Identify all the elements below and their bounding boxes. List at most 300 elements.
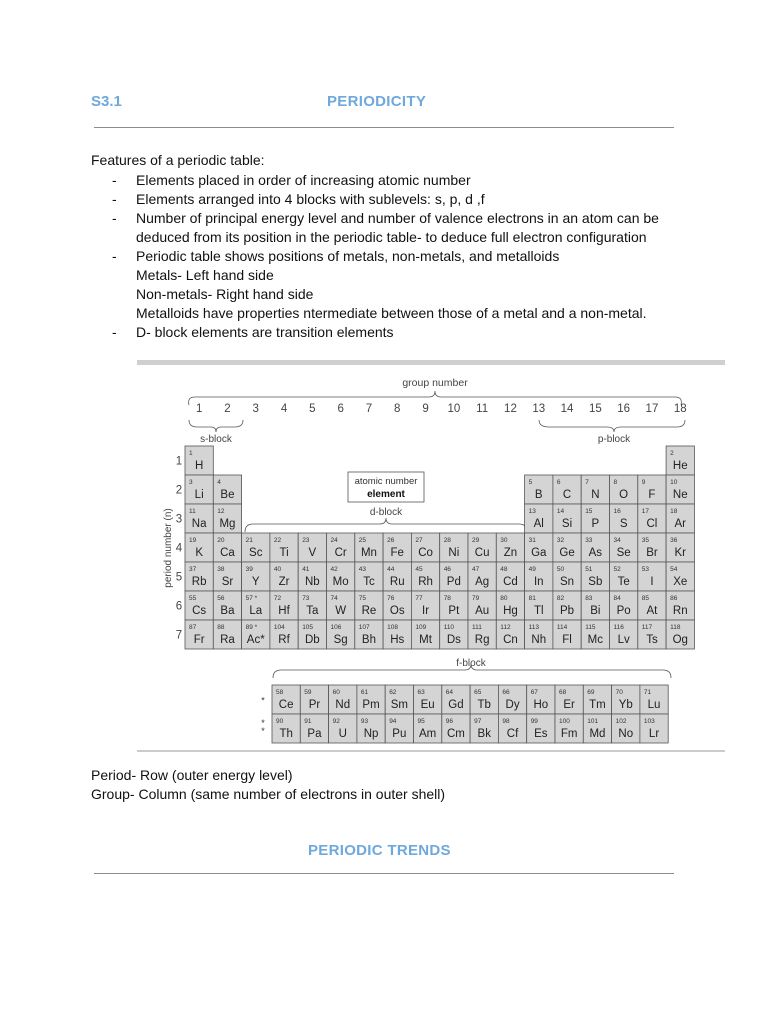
element-symbol: Cm (447, 728, 465, 740)
element-symbol: La (249, 605, 263, 617)
element-symbol: Mt (419, 634, 432, 646)
group-number: 3 (252, 403, 259, 415)
atomic-number: 65 (474, 689, 482, 696)
element-symbol: F (648, 489, 656, 501)
element-symbol: Cs (192, 605, 207, 617)
element-symbol: Ga (531, 547, 547, 559)
element-symbol: Pt (448, 605, 460, 617)
atomic-number: 49 (528, 566, 536, 573)
atomic-number: 50 (556, 566, 565, 573)
atomic-number: 20 (217, 537, 225, 544)
element-symbol: Cd (503, 576, 518, 588)
element-symbol: Ni (448, 547, 460, 559)
atomic-number: 10 (670, 479, 678, 486)
element-symbol: Tl (533, 605, 544, 617)
atomic-number: 29 (472, 537, 480, 544)
feature-bullet (112, 323, 672, 342)
element-symbol: Eu (420, 699, 435, 711)
section-code: S3.1 (91, 93, 122, 110)
element-symbol: Rb (191, 576, 207, 588)
bullet-line: Periodic table shows positions of metals, non-metals, and metalloids (136, 248, 560, 264)
group-number: 8 (394, 403, 401, 415)
atomic-number: 70 (615, 689, 623, 696)
atomic-number: 113 (528, 624, 539, 631)
period-definition: Period- Row (outer energy level) (91, 767, 293, 783)
element-symbol: In (533, 576, 544, 588)
atomic-number: 95 (417, 718, 425, 725)
element-symbol: Gd (448, 699, 464, 711)
group-number: 11 (476, 403, 489, 415)
element-symbol: Cl (646, 518, 658, 530)
element-symbol: Tb (477, 699, 491, 711)
atomic-number: 45 (415, 566, 423, 573)
s-block-brace (189, 420, 243, 432)
element-symbol: Sb (588, 576, 603, 588)
element-symbol: Ru (389, 576, 405, 588)
element-symbol: Na (191, 518, 207, 530)
element-symbol: Cu (474, 547, 490, 559)
top-bar (137, 360, 725, 365)
atomic-number: 110 (443, 624, 455, 631)
element-symbol: Kr (674, 547, 686, 559)
element-symbol: Y (251, 576, 260, 588)
element-symbol: Co (418, 547, 433, 559)
element-symbol: Ra (220, 634, 235, 646)
atomic-number: 115 (585, 624, 596, 631)
atomic-number: 1 (189, 450, 193, 457)
element-symbol: Hf (278, 605, 290, 617)
atomic-number: 89 * (245, 624, 258, 631)
atomic-number: 14 (556, 508, 565, 515)
legend-atomic-number: atomic number (354, 476, 418, 487)
bullet-line: Elements arranged into 4 blocks with sublevels: s, p, d ,f (136, 191, 485, 207)
element-symbol: N (591, 489, 600, 501)
atomic-number: 101 (587, 718, 599, 725)
element-symbol: Cn (503, 634, 518, 646)
s-block-label: s-block (200, 434, 232, 445)
bullet-line: Non-metals- Right hand side (136, 286, 314, 302)
group-number: 18 (673, 403, 687, 415)
element-symbol: P (591, 518, 600, 530)
group-number: 13 (532, 403, 546, 415)
element-symbol: Bh (361, 634, 376, 646)
element-symbol: Pm (362, 699, 380, 711)
element-symbol: Sc (249, 547, 263, 559)
atomic-number: 44 (387, 566, 395, 573)
atomic-number: 51 (585, 566, 593, 573)
atomic-number: 97 (474, 718, 482, 725)
group-definition: Group- Column (same number of electrons in outer shell) (91, 786, 446, 802)
atomic-number: 56 (217, 595, 225, 602)
element-symbol: Ar (674, 518, 686, 530)
element-symbol: Rg (474, 634, 490, 646)
group-number: 4 (280, 403, 288, 415)
period-number: 1 (175, 455, 183, 468)
atomic-number: 109 (415, 624, 427, 631)
atomic-number: 11 (189, 508, 196, 515)
group-number: 10 (447, 403, 461, 415)
element-symbol: Ir (422, 605, 430, 617)
atomic-number: 37 (189, 566, 197, 573)
atomic-number: 99 (530, 718, 538, 725)
atomic-number: 31 (528, 537, 536, 544)
element-symbol: Yb (618, 699, 633, 711)
atomic-number: 103 (643, 718, 655, 725)
atomic-number: 43 (358, 566, 367, 573)
atomic-number: 16 (613, 508, 621, 515)
atomic-number: 30 (500, 537, 508, 544)
atomic-number: 75 (358, 595, 367, 602)
atomic-number: 76 (387, 595, 395, 602)
group-number-label: group number (402, 377, 468, 389)
atomic-number: 85 (641, 595, 650, 602)
atomic-number: 12 (217, 508, 225, 515)
f-row-marker: * (261, 695, 265, 706)
element-symbol: Es (534, 728, 548, 740)
atomic-number: 87 (189, 624, 197, 631)
bullet-line: deduced from its position in the periodic table- to deduce full electron configuration (136, 229, 647, 245)
element-symbol: Mc (587, 634, 604, 646)
element-symbol: Db (304, 634, 320, 646)
element-symbol: Ba (220, 605, 235, 617)
d-block-label: d-block (369, 507, 403, 518)
atomic-number: 35 (641, 537, 650, 544)
feature-bullet (112, 171, 672, 190)
element-symbol: Si (561, 518, 573, 530)
trends-title: PERIODIC TRENDS (308, 842, 451, 859)
element-symbol: Pu (392, 728, 407, 740)
element-symbol: Fe (390, 547, 404, 559)
element-symbol: Br (646, 547, 658, 559)
element-symbol: Hg (503, 605, 518, 617)
atomic-number: 36 (670, 537, 678, 544)
element-symbol: Ta (306, 605, 319, 617)
bullet-line: Metalloids have properties ntermediate between those of a metal and a non-metal. (136, 305, 647, 321)
element-symbol: Zn (503, 547, 518, 559)
atomic-number: 19 (189, 537, 197, 544)
atomic-number: 59 (304, 689, 312, 696)
p-block-label: p-block (597, 434, 631, 445)
atomic-number: 108 (387, 624, 398, 631)
atomic-number: 90 (276, 718, 284, 725)
atomic-number: 21 (245, 537, 253, 544)
element-symbol: At (646, 605, 658, 617)
element-symbol: Cr (334, 547, 347, 559)
bullet-dash: - (112, 324, 117, 340)
atomic-number: 38 (217, 566, 225, 573)
atomic-number: 82 (556, 595, 565, 602)
element-symbol: Os (389, 605, 405, 617)
element-symbol: Am (419, 728, 437, 740)
element-symbol: B (534, 489, 543, 501)
element-symbol: Bk (477, 728, 491, 740)
element-symbol: Mn (360, 547, 377, 559)
atomic-number: 91 (304, 718, 312, 725)
atomic-number: 79 (472, 595, 480, 602)
atomic-number: 53 (641, 566, 650, 573)
atomic-number: 78 (443, 595, 451, 602)
atomic-number: 25 (358, 537, 367, 544)
element-symbol: O (619, 489, 629, 501)
element-symbol: U (338, 728, 347, 740)
atomic-number: 5 (528, 479, 533, 486)
atomic-number: 2 (670, 450, 674, 457)
atomic-number: 102 (615, 718, 627, 725)
atomic-number: 48 (500, 566, 508, 573)
element-symbol: Lr (648, 728, 660, 740)
element-symbol: As (588, 547, 603, 559)
element-symbol: Sn (560, 576, 575, 588)
element-symbol: Te (617, 576, 630, 588)
period-number: 2 (175, 484, 183, 497)
atomic-number: 74 (330, 595, 338, 602)
element-symbol: Nb (304, 576, 320, 588)
feature-bullet (112, 247, 672, 323)
group-number: 1 (195, 403, 203, 415)
element-symbol: Bi (590, 605, 601, 617)
atomic-number: 33 (585, 537, 593, 544)
atomic-number: 54 (670, 566, 678, 573)
legend-element: element (367, 489, 405, 500)
bullet-dash: - (112, 172, 117, 188)
element-symbol: Pd (446, 576, 461, 588)
element-symbol: He (672, 460, 688, 472)
atomic-number: 7 (585, 479, 589, 486)
atomic-number: 100 (559, 718, 570, 725)
element-symbol: Fm (560, 728, 578, 740)
element-symbol: K (195, 547, 203, 559)
element-symbol: Lv (617, 634, 630, 646)
atomic-number: 106 (330, 624, 342, 631)
atomic-number: 60 (332, 689, 340, 696)
header-divider (94, 127, 674, 128)
element-symbol: Lu (647, 699, 661, 711)
element-symbol: Pb (560, 605, 575, 617)
element-symbol: I (650, 576, 654, 588)
period-number-label: period number (n) (163, 508, 174, 588)
group-number: 7 (365, 403, 373, 415)
atomic-number: 107 (358, 624, 370, 631)
element-symbol: Rh (418, 576, 433, 588)
element-symbol: Er (563, 699, 575, 711)
atomic-number: 86 (670, 595, 678, 602)
element-symbol: Cf (506, 728, 519, 740)
group-number-brace (189, 391, 682, 405)
atomic-number: 42 (330, 566, 338, 573)
atomic-number: 28 (443, 537, 451, 544)
element-symbol: Re (361, 605, 377, 617)
element-symbol: Rf (278, 634, 290, 646)
atomic-number: 116 (613, 624, 624, 631)
group-number: 9 (422, 403, 429, 415)
f-row-marker: * (261, 726, 265, 736)
atomic-number: 40 (273, 566, 282, 573)
element-symbol: Ce (278, 699, 294, 711)
element-symbol: Au (475, 605, 490, 617)
element-symbol: Ge (559, 547, 575, 559)
atomic-number: 3 (189, 479, 193, 486)
element-symbol: V (308, 547, 317, 559)
element-symbol: Zr (278, 576, 290, 588)
atomic-number: 55 (189, 595, 197, 602)
atomic-number: 9 (641, 479, 646, 486)
atomic-number: 66 (502, 689, 510, 696)
d-block-brace (245, 518, 527, 532)
atomic-number: 41 (302, 566, 310, 573)
element-symbol: Ti (279, 547, 289, 559)
atomic-number: 118 (670, 624, 681, 631)
element-symbol: Ts (646, 634, 658, 646)
atomic-number: 104 (273, 624, 285, 631)
group-number: 5 (309, 403, 316, 415)
atomic-number: 58 (276, 689, 284, 696)
feature-bullet (112, 209, 672, 247)
atomic-number: 46 (443, 566, 451, 573)
element-symbol: Xe (673, 576, 688, 588)
atomic-number: 67 (530, 689, 538, 696)
period-number: 3 (175, 513, 183, 526)
element-symbol: Sm (390, 699, 408, 711)
atomic-number: 88 (217, 624, 225, 631)
atomic-number: 39 (245, 566, 253, 573)
features-list (112, 171, 672, 342)
atomic-number: 80 (500, 595, 508, 602)
atomic-number: 111 (472, 624, 482, 631)
element-symbol: Ag (475, 576, 490, 588)
element-symbol: Rn (672, 605, 688, 617)
atomic-number: 94 (389, 718, 397, 725)
element-symbol: Sr (221, 576, 234, 588)
atomic-number: 4 (217, 479, 221, 486)
atomic-number: 17 (641, 508, 650, 515)
element-symbol: Pr (308, 699, 321, 711)
group-number: 16 (617, 403, 631, 415)
element-symbol: Nd (335, 699, 351, 711)
element-symbol: Tc (363, 576, 375, 588)
element-symbol: Ds (446, 634, 461, 646)
element-symbol: Th (279, 728, 293, 740)
atomic-number: 93 (360, 718, 369, 725)
element-symbol: Pa (307, 728, 322, 740)
element-symbol: Se (616, 547, 631, 559)
atomic-number: 57 * (245, 595, 258, 602)
element-symbol: Ac* (246, 634, 265, 646)
bullet-dash: - (112, 248, 117, 264)
element-symbol: Al (533, 518, 544, 530)
atomic-number: 52 (613, 566, 621, 573)
element-symbol: Hs (390, 634, 405, 646)
atomic-number: 24 (330, 537, 338, 544)
element-symbol: Ca (220, 547, 235, 559)
bullet-line: D- block elements are transition elements (136, 324, 394, 340)
element-symbol: W (335, 605, 347, 617)
element-symbol: Mg (219, 518, 236, 530)
group-number: 6 (337, 403, 344, 415)
element-symbol: Sg (333, 634, 348, 646)
element-symbol: Li (194, 489, 204, 501)
periodic-table-figure (137, 360, 725, 752)
atomic-number: 92 (332, 718, 340, 725)
bullet-dash: - (112, 210, 117, 226)
page-title: PERIODICITY (327, 93, 427, 110)
atomic-number: 15 (585, 508, 593, 515)
feature-bullet (112, 190, 672, 209)
atomic-number: 98 (502, 718, 510, 725)
periodic-table-svg (137, 360, 725, 752)
atomic-number: 81 (528, 595, 536, 602)
element-symbol: Mo (332, 576, 349, 588)
atomic-number: 6 (556, 479, 561, 486)
atomic-number: 105 (302, 624, 314, 631)
atomic-number: 71 (643, 689, 652, 696)
atomic-number: 26 (387, 537, 395, 544)
atomic-number: 22 (273, 537, 282, 544)
element-symbol: Nh (531, 634, 547, 646)
element-symbol: Po (616, 605, 631, 617)
element-symbol: Fl (562, 634, 572, 646)
atomic-number: 13 (528, 508, 536, 515)
element-symbol: S (619, 518, 628, 530)
element-symbol: Ho (533, 699, 549, 711)
period-number: 5 (175, 571, 183, 584)
element-symbol: C (562, 489, 572, 501)
atomic-number: 69 (587, 689, 595, 696)
element-symbol: Og (672, 634, 688, 646)
atomic-number: 96 (445, 718, 454, 725)
trends-divider (94, 873, 674, 874)
atomic-number: 62 (389, 689, 397, 696)
atomic-number: 63 (417, 689, 425, 696)
definitions (91, 766, 445, 804)
period-number: 6 (175, 600, 183, 613)
bullet-dash: - (112, 191, 117, 207)
element-symbol: Tm (589, 699, 606, 711)
atomic-number: 47 (472, 566, 480, 573)
atomic-number: 84 (613, 595, 621, 602)
atomic-number: 72 (273, 595, 282, 602)
element-symbol: Np (363, 728, 379, 740)
atomic-number: 83 (585, 595, 593, 602)
atomic-number: 8 (613, 479, 618, 486)
f-block-label: f-block (456, 658, 486, 669)
element-symbol: Dy (505, 699, 520, 711)
atomic-number: 77 (415, 595, 423, 602)
group-number: 12 (504, 403, 517, 415)
atomic-number: 32 (556, 537, 565, 544)
atomic-number: 61 (360, 689, 369, 696)
bullet-line: Number of principal energy level and number of valence electrons in an atom can be (136, 210, 659, 226)
atomic-number: 64 (445, 689, 454, 696)
period-number: 7 (175, 629, 183, 642)
atomic-number: 73 (302, 595, 310, 602)
atomic-number: 114 (556, 624, 568, 631)
element-symbol: H (194, 460, 204, 472)
element-symbol: Ne (672, 489, 688, 501)
element-symbol: Be (220, 489, 235, 501)
period-number: 4 (175, 542, 183, 555)
group-number: 15 (588, 403, 602, 415)
atomic-number: 18 (670, 508, 678, 515)
group-number: 2 (224, 403, 231, 415)
p-block-brace (539, 420, 685, 432)
bullet-line: Metals- Left hand side (136, 267, 274, 283)
atomic-number: 68 (559, 689, 567, 696)
group-number: 17 (645, 403, 659, 415)
f-row-marker: * (261, 718, 265, 728)
bullet-line: Elements placed in order of increasing atomic number (136, 172, 471, 188)
element-symbol: Md (589, 728, 606, 740)
atomic-number: 34 (613, 537, 621, 544)
